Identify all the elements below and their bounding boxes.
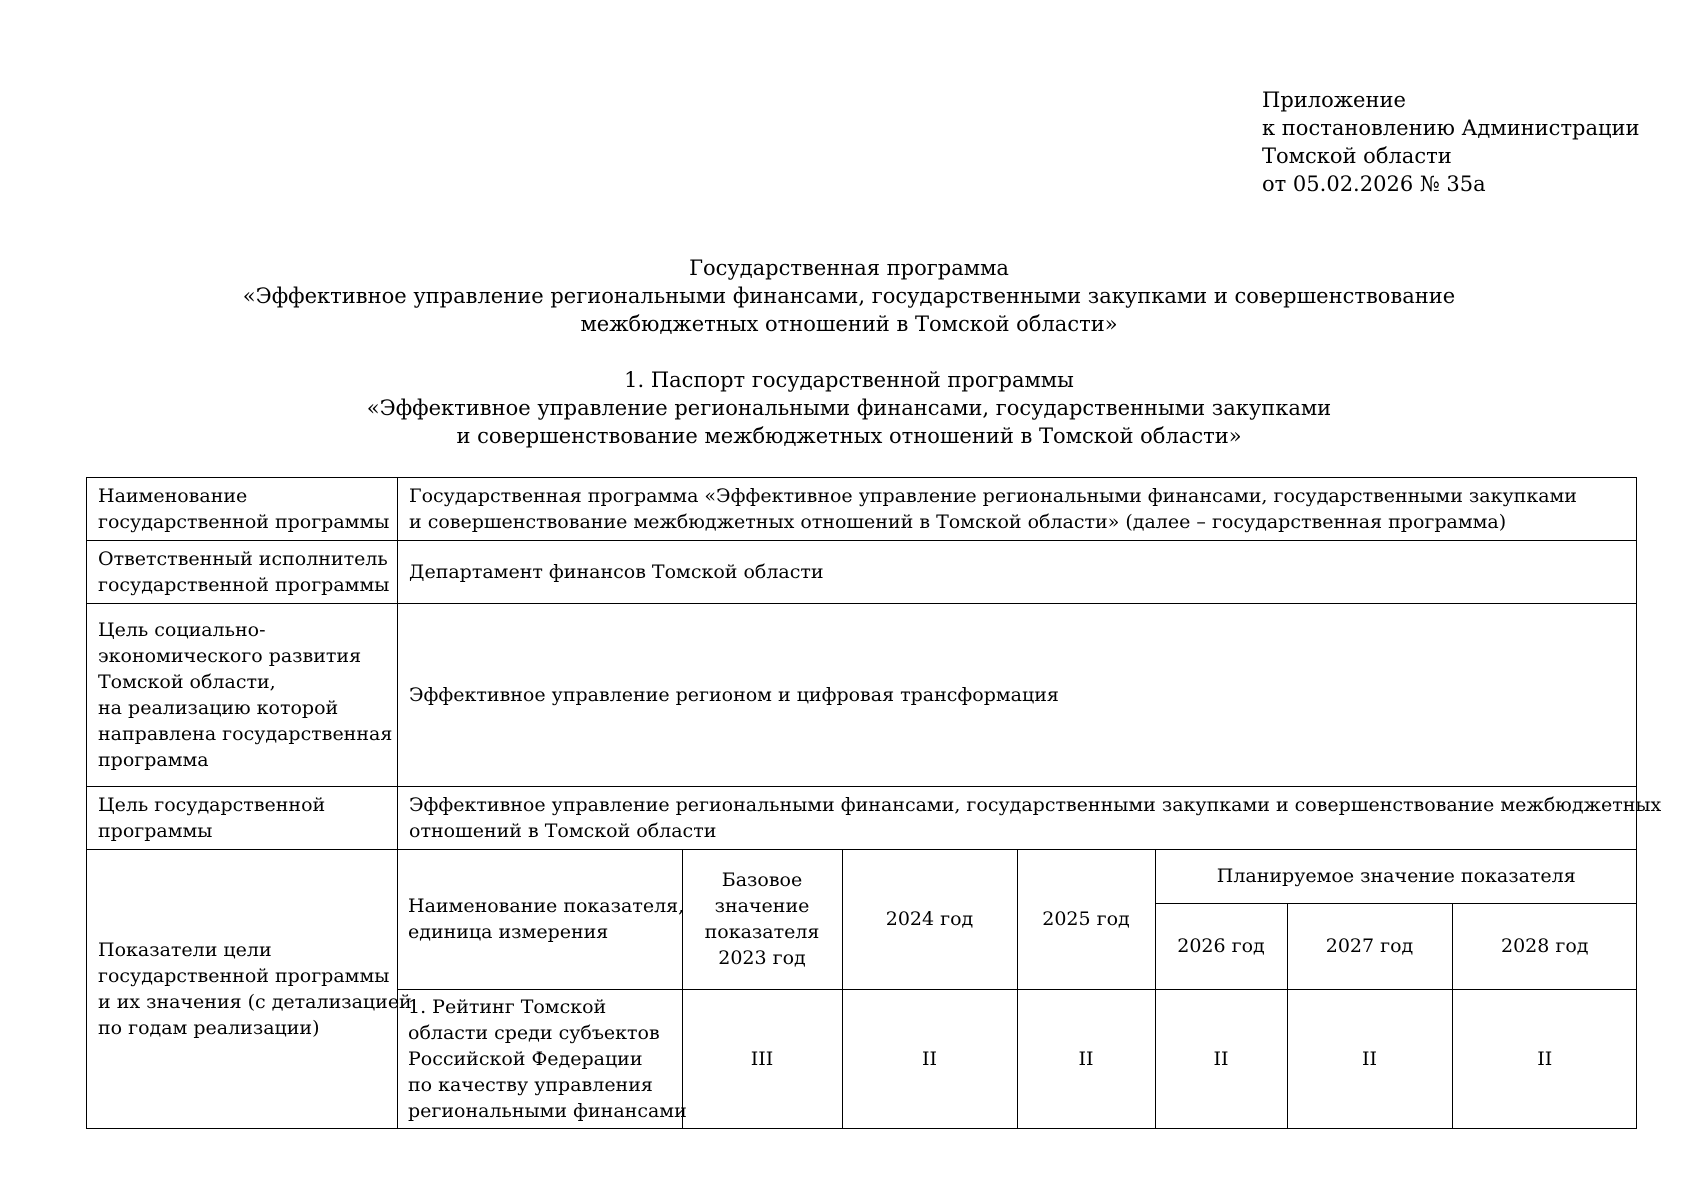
value-line: и совершенствование межбюджетных отношений в Томской области» (далее – государственная программа)	[409, 511, 1507, 533]
header-year-2024: 2024 год	[842, 850, 1017, 989]
appendix-line: к постановлению Администрации	[1262, 116, 1640, 140]
label-line: Показатели цели	[98, 938, 272, 961]
header-line: показателя	[704, 921, 820, 944]
value-line: Государственная программа «Эффективное управление региональными финансами, государственными закупками	[409, 485, 1577, 507]
label-line: Цель социально-	[98, 619, 266, 641]
label-line: Ответственный исполнитель	[98, 548, 388, 570]
row-value	[398, 787, 1662, 850]
appendix-line: Приложение	[1262, 88, 1406, 112]
label-line: государственной программы	[98, 511, 390, 533]
indicator-line: 1. Рейтинг Томской	[408, 995, 607, 1018]
title-line: «Эффективное управление региональными финансами, государственными закупками и совершенствование	[242, 284, 1456, 308]
title-line: Государственная программа	[689, 256, 1009, 280]
indicator-value-2028: II	[1452, 989, 1637, 1128]
indicator-line: области среди субъектов	[408, 1021, 660, 1044]
label-line: программы	[98, 820, 213, 842]
label-line: экономического развития	[98, 645, 362, 667]
passport-title	[0, 366, 1698, 450]
indicators-table	[398, 850, 1637, 1128]
passport-title-line: и совершенствование межбюджетных отношений в Томской области»	[456, 424, 1242, 448]
label-line: направлена государственная	[98, 723, 393, 745]
row-label	[87, 604, 398, 787]
row-label	[87, 478, 398, 541]
header-year-2028: 2028 год	[1452, 903, 1637, 989]
row-value	[398, 478, 1637, 541]
indicators-cell	[398, 850, 1637, 1129]
indicator-line: Российской Федерации	[408, 1047, 643, 1070]
row-label	[87, 787, 398, 850]
header-year-2026: 2026 год	[1155, 903, 1287, 989]
passport-title-line: 1. Паспорт государственной программы	[624, 368, 1074, 392]
indicator-line: региональными финансами	[408, 1099, 687, 1122]
table-row	[87, 850, 1637, 1129]
table-row	[87, 604, 1637, 787]
label-line: Томской области,	[98, 671, 276, 693]
label-line: программа	[98, 749, 209, 771]
table-row	[87, 478, 1637, 541]
table-row	[87, 541, 1637, 604]
label-line: и их значения (с детализацией	[98, 990, 412, 1013]
indicator-base-value: III	[682, 989, 842, 1128]
label-line: государственной программы	[98, 964, 390, 987]
label-line: по годам реализации)	[98, 1016, 320, 1039]
title-line: межбюджетных отношений в Томской области»	[580, 312, 1118, 336]
header-base-value	[682, 850, 842, 989]
header-line: единица измерения	[408, 921, 609, 944]
header-line: Наименование показателя,	[408, 895, 685, 918]
row-label	[87, 541, 398, 604]
indicators-header-row	[398, 850, 1637, 903]
table-row	[87, 787, 1637, 850]
appendix-date-number: от 05.02.2026 № 35а	[1262, 172, 1486, 196]
indicator-row	[398, 989, 1637, 1128]
passport-title-line: «Эффективное управление региональными финансами, государственными закупками	[366, 396, 1332, 420]
header-indicator-name	[398, 850, 685, 989]
label-line: Цель государственной	[98, 794, 326, 816]
appendix-line: Томской области	[1262, 144, 1452, 168]
indicator-value-2026: II	[1155, 989, 1287, 1128]
indicator-name	[398, 989, 687, 1128]
header-line: 2023 год	[718, 947, 806, 970]
indicator-value-2027: II	[1287, 989, 1452, 1128]
indicator-line: по качеству управления	[408, 1073, 653, 1096]
label-line: на реализацию которой	[98, 697, 339, 719]
row-label	[87, 850, 412, 1129]
value-line: отношений в Томской области	[409, 820, 717, 842]
label-line: государственной программы	[98, 574, 390, 596]
passport-table	[86, 477, 1662, 1129]
appendix-note	[1262, 86, 1640, 198]
indicator-value-2025: II	[1017, 989, 1155, 1128]
label-line: Наименование	[98, 485, 248, 507]
header-year-2027: 2027 год	[1287, 903, 1452, 989]
header-year-2025: 2025 год	[1017, 850, 1155, 989]
row-value: Эффективное управление регионом и цифровая трансформация	[398, 604, 1637, 787]
indicator-value-2024: II	[842, 989, 1017, 1128]
header-line: значение	[714, 895, 810, 918]
value-line: Эффективное управление региональными финансами, государственными закупками и совершенствование межбюджетных	[409, 794, 1662, 816]
header-planned-value: Планируемое значение показателя	[1155, 850, 1637, 903]
header-line: Базовое	[721, 869, 803, 892]
row-value: Департамент финансов Томской области	[398, 541, 1637, 604]
document-title	[0, 254, 1698, 338]
